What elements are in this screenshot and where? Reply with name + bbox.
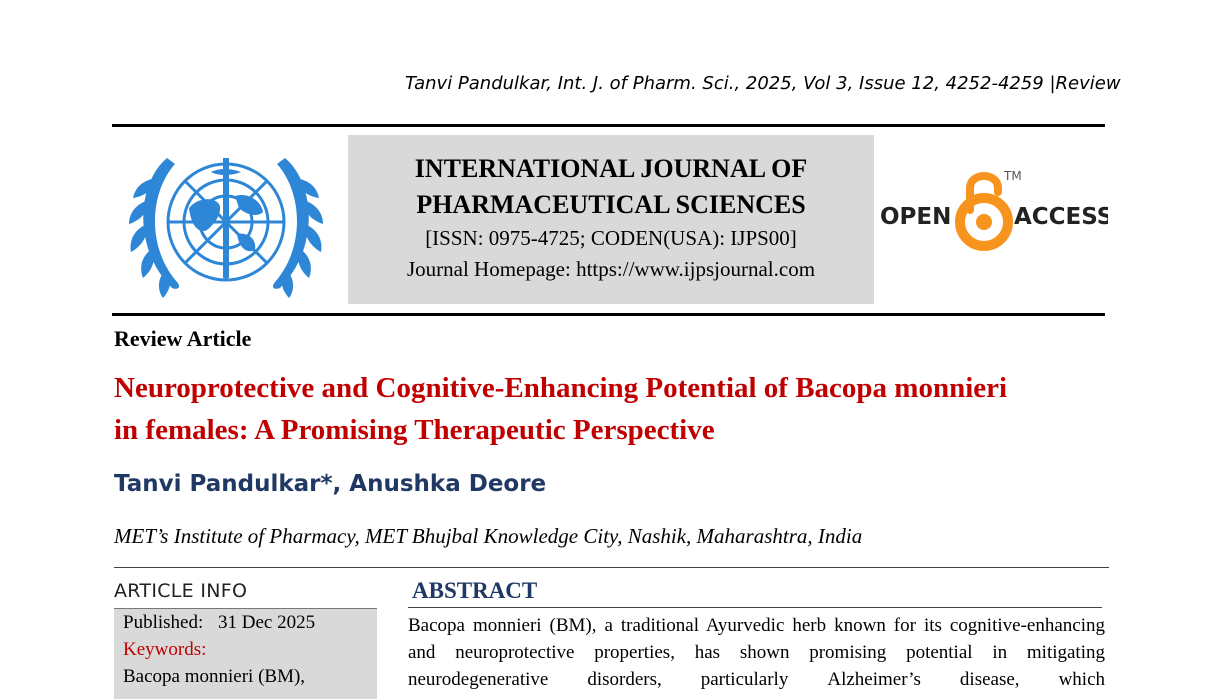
article-type-label: Review Article (114, 326, 252, 351)
abstract-rule (408, 607, 1102, 608)
journal-header-box (348, 135, 874, 304)
running-head: Tanvi Pandulkar, Int. J. of Pharm. Sci., 2025, Vol 3, Issue 12, 4252-4259 |Review (405, 73, 1121, 94)
abstract-word: disease, (959, 669, 1020, 690)
open-access-lock-icon (960, 176, 1008, 246)
keyword-item: Bacopa monnieri (BM), (123, 666, 306, 687)
abstract-line: Bacopa monnieri (BM), a traditional Ayurvedic herb known for its cognitive-enhancing (408, 615, 1105, 636)
journal-homepage: Journal Homepage: https://www.ijpsjournal.com (406, 257, 816, 281)
journal-issn: [ISSN: 0975-4725; CODEN(USA): IJPS00] (425, 226, 797, 250)
abstract-line: and neuroprotective properties, has shown promising potential in mitigating (408, 642, 1105, 663)
published-row (123, 612, 315, 634)
article-title-line2: in females: A Promising Therapeutic Perspective (114, 414, 715, 446)
journal-title-line2: PHARMACEUTICAL SCIENCES (416, 190, 806, 219)
published-date: 31 Dec 2025 (217, 612, 316, 633)
header-bottom-rule (112, 313, 1105, 316)
open-access-logo (878, 166, 1108, 254)
keywords-label: Keywords: (123, 639, 207, 660)
article-title (114, 367, 1114, 451)
article-affiliation: MET’s Institute of Pharmacy, MET Bhujbal Knowledge City, Nashik, Maharashtra, India (114, 524, 863, 548)
abstract-body (408, 612, 1105, 693)
article-info-heading: ARTICLE INFO (114, 580, 248, 602)
abstract-word: disorders, (587, 669, 662, 690)
published-label: Published: (123, 612, 204, 633)
article-authors: Tanvi Pandulkar*, Anushka Deore (114, 471, 547, 497)
header-top-rule (112, 124, 1105, 127)
open-access-tm: TM (1004, 169, 1022, 183)
abstract-word: neurodegenerative (408, 669, 549, 690)
abstract-word: particularly (700, 669, 789, 690)
open-access-right-text: ACCESS (1014, 204, 1108, 230)
section-divider (114, 567, 1109, 568)
article-info-box (114, 608, 377, 699)
abstract-line (408, 666, 1105, 693)
journal-emblem-logo (127, 138, 325, 306)
journal-title-line1: INTERNATIONAL JOURNAL OF (414, 154, 808, 183)
abstract-word: Alzheimer’s (827, 669, 921, 690)
abstract-word: which (1058, 669, 1105, 690)
open-access-left-text: OPEN (880, 204, 952, 230)
abstract-heading: ABSTRACT (412, 578, 538, 603)
article-title-line1: Neuroprotective and Cognitive-Enhancing Potential of Bacopa monnieri (114, 372, 1008, 404)
